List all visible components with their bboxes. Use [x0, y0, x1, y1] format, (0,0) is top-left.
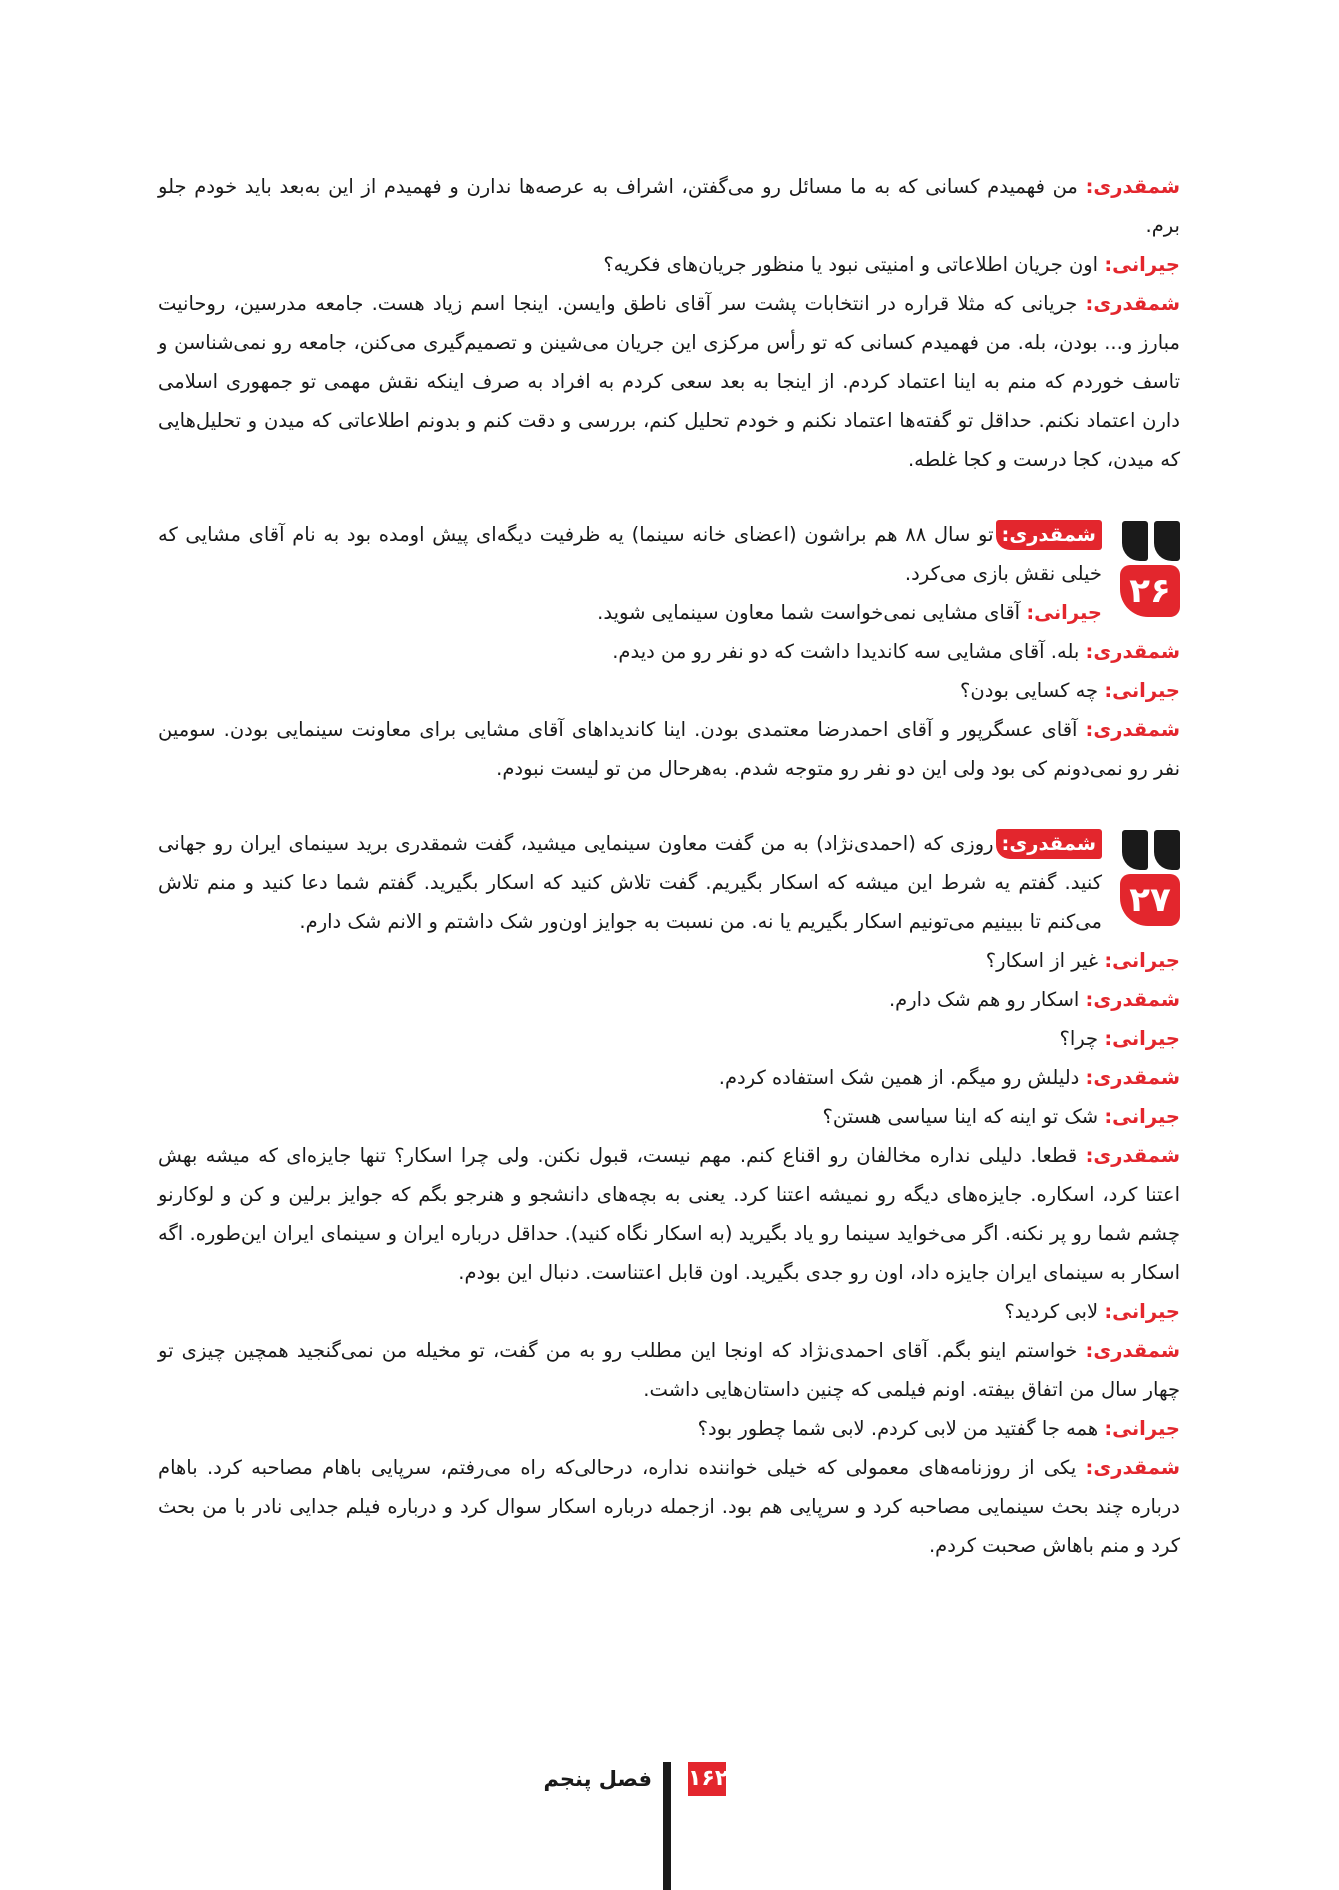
dialogue-line [158, 284, 1180, 479]
dialogue-line [158, 167, 1180, 245]
page-number: ۱۶۲ [688, 1762, 726, 1796]
speaker-label: شمقدری: [1085, 640, 1180, 663]
speaker-label: شمقدری: [1085, 1066, 1180, 1089]
dialogue-text: لابی کردید؟ [1004, 1300, 1099, 1323]
dialogue-line [158, 632, 1180, 671]
dialogue-text: اون جریان اطلاعاتی و امنیتی نبود یا منظور جریان‌های فکریه؟ [603, 253, 1099, 276]
highlight-quote-27 [158, 824, 1180, 941]
speaker-label: شمقدری: [1085, 175, 1181, 198]
dialogue-text: غیر از اسکار؟ [985, 949, 1099, 972]
speaker-label: جیرانی: [1104, 679, 1180, 702]
speaker-label: جیرانی: [1104, 1300, 1180, 1323]
dialogue-text: شک تو اینه که اینا سیاسی هستن؟ [822, 1105, 1099, 1128]
dialogue-line [158, 1019, 1180, 1058]
quote-number: ۲۷ [1120, 874, 1180, 926]
dialogue-line [158, 824, 1102, 941]
dialogue-line [158, 1097, 1180, 1136]
dialogue-line [158, 710, 1180, 788]
speaker-label: شمقدری: [1085, 1456, 1180, 1479]
speaker-label: جیرانی: [1104, 1105, 1180, 1128]
dialogue-line [158, 671, 1180, 710]
dialogue-line [158, 1292, 1180, 1331]
interview-text [158, 167, 1180, 1565]
highlight-quote-26 [158, 515, 1180, 632]
quote-icon [1120, 830, 1180, 870]
dialogue-line [158, 941, 1180, 980]
dialogue-text: آقای عسگرپور و آقای احمدرضا معتمدی بودن. اینا کاندیداهای آقای مشایی برای معاونت سینمایی بودن. سومین نفر رو نمی‌دونم کی بود ولی این دو نفر رو متوجه شدم. به‌هرحال من تو لیست نبودم. [158, 718, 1180, 780]
dialogue-text: همه جا گفتید من لابی کردم. لابی شما چطور بود؟ [697, 1417, 1099, 1440]
dialogue-text: من فهمیدم کسانی که به ما مسائل رو می‌گفتن، اشراف به عرصه‌ها ندارن و فهمیدم از این به‌بعد باید خودم جلو برم. [158, 175, 1180, 237]
dialogue-line [158, 980, 1180, 1019]
speaker-label: شمقدری: [1085, 1339, 1180, 1362]
dialogue-line [158, 1136, 1180, 1292]
dialogue-text: یکی از روزنامه‌های معمولی که خیلی خواننده نداره، درحالی‌که راه می‌رفتم، سرپایی باهام مصاحبه کرد. باهام درباره چند بحث سینمایی مصاحبه کرد و سرپایی هم بود. ازجمله درباره اسکار سوال کرد و درباره فیلم جدایی نادر با من بحث کرد و منم باهاش صحبت کردم. [158, 1456, 1180, 1557]
dialogue-line [158, 1331, 1180, 1409]
dialogue-text: خواستم اینو بگم. آقای احمدی‌نژاد که اونجا این مطلب رو به من گفت، تو مخیله من نمی‌گنجید همچین چیزی تو چهار سال من اتفاق بیفته. اونم فیلمی که چنین داستان‌هایی داشت. [158, 1339, 1180, 1401]
speaker-label: شمقدری: [1085, 1144, 1181, 1167]
dialogue-text: جریانی که مثلا قراره در انتخابات پشت سر آقای ناطق وایسن. اینجا اسم زیاد هست. جامعه مدرسین، روحانیت مبارز و... بودن، بله. من فهمیدم کسانی که تو رأس مرکزی این جریان می‌شینن و تصمیم‌گیری می‌کنن، جامعه رو نمی‌شناسن و تاسف خوردم که منم به اینا اعتماد کردم. از اینجا به بعد سعی کردم به افراد به صرف اینکه نقش مهمی تو جمهوری اسلامی دارن اعتماد نکنم. حداقل تو گفته‌ها اعتماد نکنم و خودم تحلیل کنم، بررسی و دقت کنم و بدونم اطلاعاتی که میدن و تحلیل‌هایی که میدن، کجا درست و کجا غلطه. [158, 292, 1180, 471]
dialogue-text: اسکار رو هم شک دارم. [888, 988, 1080, 1011]
dialogue-line [158, 1409, 1180, 1448]
speaker-label: شمقدری: [1085, 292, 1180, 315]
quote-marker [1120, 830, 1180, 926]
dialogue-line [158, 515, 1102, 593]
dialogue-line [158, 1058, 1180, 1097]
speaker-label: جیرانی: [1104, 253, 1180, 276]
speaker-label: شمقدری: [1085, 988, 1180, 1011]
dialogue-line [158, 245, 1180, 284]
speaker-label: جیرانی: [1104, 1027, 1180, 1050]
speaker-label: جیرانی: [1104, 1417, 1180, 1440]
dialogue-text: روزی که (احمدی‌نژاد) به من گفت معاون سینمایی میشید، گفت شمقدری برید سینمای ایران رو جهانی کنید. گفتم یه شرط این میشه که اسکار بگیریم. گفت تلاش کنید که اسکار بگیرید. گفتم شما دعا کنید و منم تلاش می‌کنم تا ببینیم می‌تونیم اسکار بگیریم یا نه. من نسبت به جوایز اون‌ور شک داشتم و الانم شک دارم. [158, 832, 1102, 933]
speaker-label: جیرانی: [1104, 949, 1180, 972]
quote-icon [1120, 521, 1180, 561]
dialogue-text: تو سال ۸۸ هم براشون (اعضای خانه سینما) یه ظرفیت دیگه‌ای پیش اومده بود به نام آقای مشایی که خیلی نقش بازی می‌کرد. [158, 523, 1102, 585]
dialogue-text: قطعا. دلیلی نداره مخالفان رو اقناع کنم. مهم نیست، قبول نکنن. ولی چرا اسکار؟ تنها جایزه‌ای که میشه بهش اعتنا کرد، اسکاره. جایزه‌های دیگه رو نمیشه اعتنا کرد. یعنی به بچه‌های دانشجو و هنرجو بگم که جوایز برلین و کن و لوکارنو چشم شما رو پر نکنه. اگر می‌خواید سینما رو یاد بگیرید (به اسکار نگاه کنید). حداقل درباره ایران و سینمای ایران این‌طوره. اگه اسکار به سینمای ایران جایزه داد، اون رو جدی بگیرید. اون قابل اعتناست. دنبال این بودم. [158, 1144, 1180, 1284]
speaker-label: جیرانی: [1026, 601, 1102, 624]
highlight-speaker-label: شمقدری: [996, 829, 1102, 859]
dialogue-text: آقای مشایی نمی‌خواست شما معاون سینمایی شوید. [597, 601, 1021, 624]
speaker-label: شمقدری: [1085, 718, 1180, 741]
highlight-speaker-label: شمقدری: [996, 520, 1102, 550]
quote-marker [1120, 521, 1180, 617]
quote-number: ۲۶ [1120, 565, 1180, 617]
dialogue-text: چه کسایی بودن؟ [960, 679, 1099, 702]
footer-divider [663, 1762, 671, 1890]
dialogue-text: بله. آقای مشایی سه کاندیدا داشت که دو نفر رو من دیدم. [612, 640, 1080, 663]
chapter-title: فصل پنجم [543, 1767, 652, 1791]
dialogue-text: دلیلش رو میگم. از همین شک استفاده کردم. [718, 1066, 1080, 1089]
dialogue-line [158, 1448, 1180, 1565]
dialogue-text: چرا؟ [1059, 1027, 1099, 1050]
dialogue-line [158, 593, 1102, 632]
